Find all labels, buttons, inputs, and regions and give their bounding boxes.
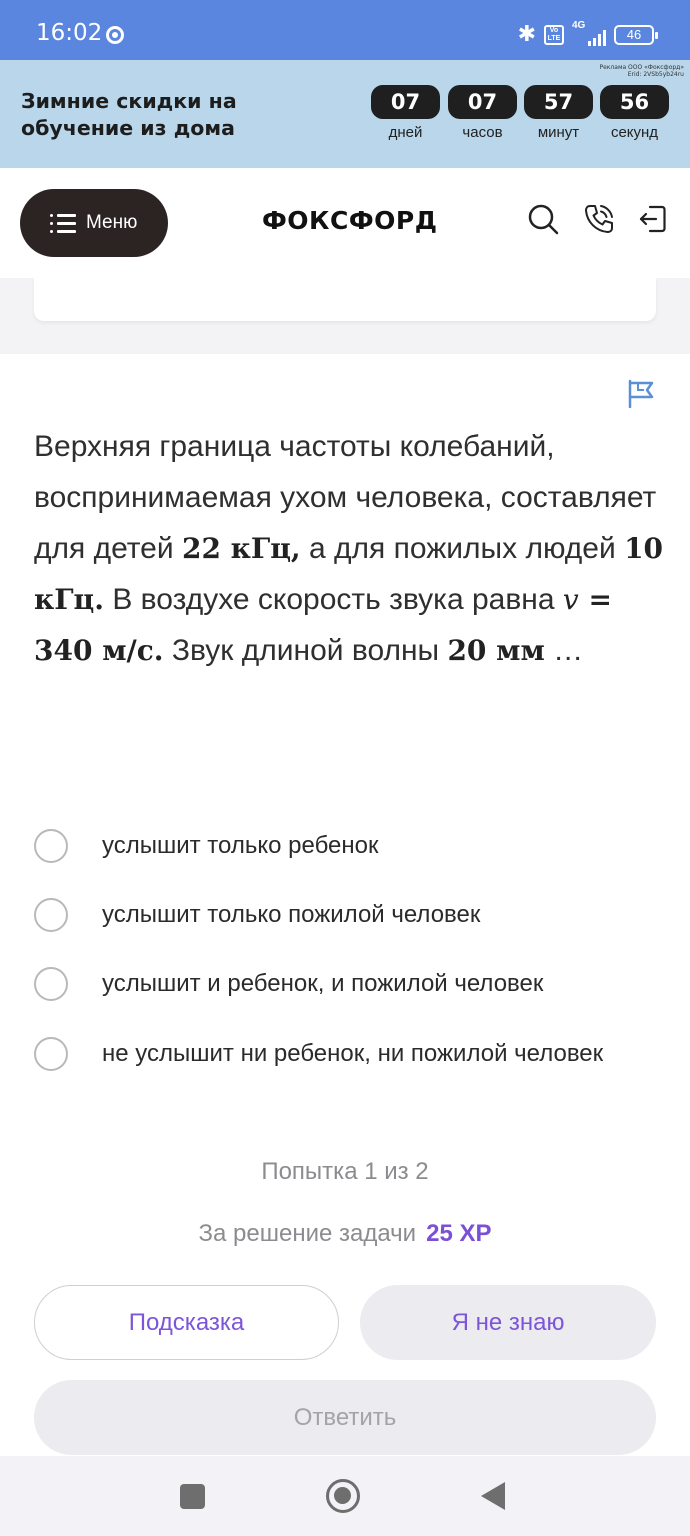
back-icon[interactable] — [481, 1482, 505, 1510]
math-velocity-symbol: v — [562, 583, 579, 616]
volte-icon: Vo LTE — [544, 25, 564, 45]
search-icon[interactable] — [526, 202, 560, 236]
previous-card — [34, 278, 656, 321]
option-elderly-only[interactable] — [34, 880, 674, 949]
timer-hours-label: часов — [462, 124, 503, 141]
timer-days-label: дней — [388, 124, 423, 141]
question-text: Верхняя граница частоты колебаний, воспринимаемая ухом человека, составляет для детей 22 кГц, а для пожилых людей 10 кГц. В воздухе скорость звука равна v = 340 м/с. Звук длиной волны 20 мм … — [34, 430, 664, 667]
phone-icon[interactable] — [582, 202, 616, 236]
math-sound-speed: = 340 м/с. — [34, 583, 612, 667]
report-flag-icon[interactable] — [626, 378, 656, 408]
timer-days: 07 — [371, 85, 440, 119]
math-wavelength: 20 мм — [447, 634, 545, 667]
radio-button[interactable] — [34, 829, 68, 863]
hint-button[interactable]: Подсказка — [34, 1285, 339, 1360]
status-bar — [0, 0, 690, 60]
menu-label: Меню — [86, 212, 138, 233]
timer-minutes: 57 — [524, 85, 593, 119]
ad-disclaimer: Реклама ООО «Фоксфорд» Erid: 2VSb5yb24ru — [599, 64, 684, 78]
status-time: 16:02 — [36, 20, 103, 46]
option-label: услышит и ребенок, и пожилой человек — [102, 970, 544, 998]
reward-info — [0, 1220, 690, 1248]
network-type: 4G — [572, 19, 586, 31]
math-elderly-frequency: 10 кГц. — [34, 532, 664, 616]
timer-minutes-label: минут — [537, 124, 580, 141]
timer-seconds-label: секунд — [610, 124, 659, 141]
menu-icon — [50, 212, 76, 234]
option-child-only[interactable] — [34, 811, 674, 880]
submit-answer-button[interactable]: Ответить — [34, 1380, 656, 1455]
timer-seconds: 56 — [600, 85, 669, 119]
reward-xp: 25 XP — [426, 1220, 492, 1247]
option-both[interactable] — [34, 950, 674, 1019]
site-header — [0, 168, 690, 278]
dont-know-button[interactable]: Я не знаю — [360, 1285, 656, 1360]
option-label: услышит только пожилой человек — [102, 900, 481, 928]
status-indicators — [517, 19, 654, 47]
bluetooth-icon: ✱ — [517, 22, 536, 47]
signal-icon — [572, 19, 606, 46]
attempt-counter: Попытка 1 из 2 — [261, 1158, 429, 1185]
home-icon[interactable] — [326, 1479, 360, 1513]
option-neither[interactable] — [34, 1019, 674, 1088]
math-child-frequency: 22 кГц, — [181, 532, 301, 565]
answer-options — [34, 811, 674, 1088]
logo[interactable]: ФОКСФОРД — [262, 206, 438, 235]
chrome-icon — [106, 26, 124, 44]
login-icon[interactable] — [636, 202, 670, 236]
option-label: услышит только ребенок — [102, 831, 379, 859]
promo-title: Зимние скидки на обучение из дома — [21, 89, 237, 140]
option-label: не услышит ни ребенок, ни пожилой человек — [102, 1039, 604, 1067]
menu-button[interactable] — [20, 189, 168, 257]
radio-button[interactable] — [34, 898, 68, 932]
reward-text: За решение задачи — [198, 1220, 417, 1247]
promo-banner[interactable] — [0, 60, 690, 168]
timer-hours: 07 — [448, 85, 517, 119]
recent-apps-icon[interactable] — [180, 1484, 205, 1509]
radio-button[interactable] — [34, 1037, 68, 1071]
radio-button[interactable] — [34, 967, 68, 1001]
battery-icon: 46 — [614, 25, 654, 45]
